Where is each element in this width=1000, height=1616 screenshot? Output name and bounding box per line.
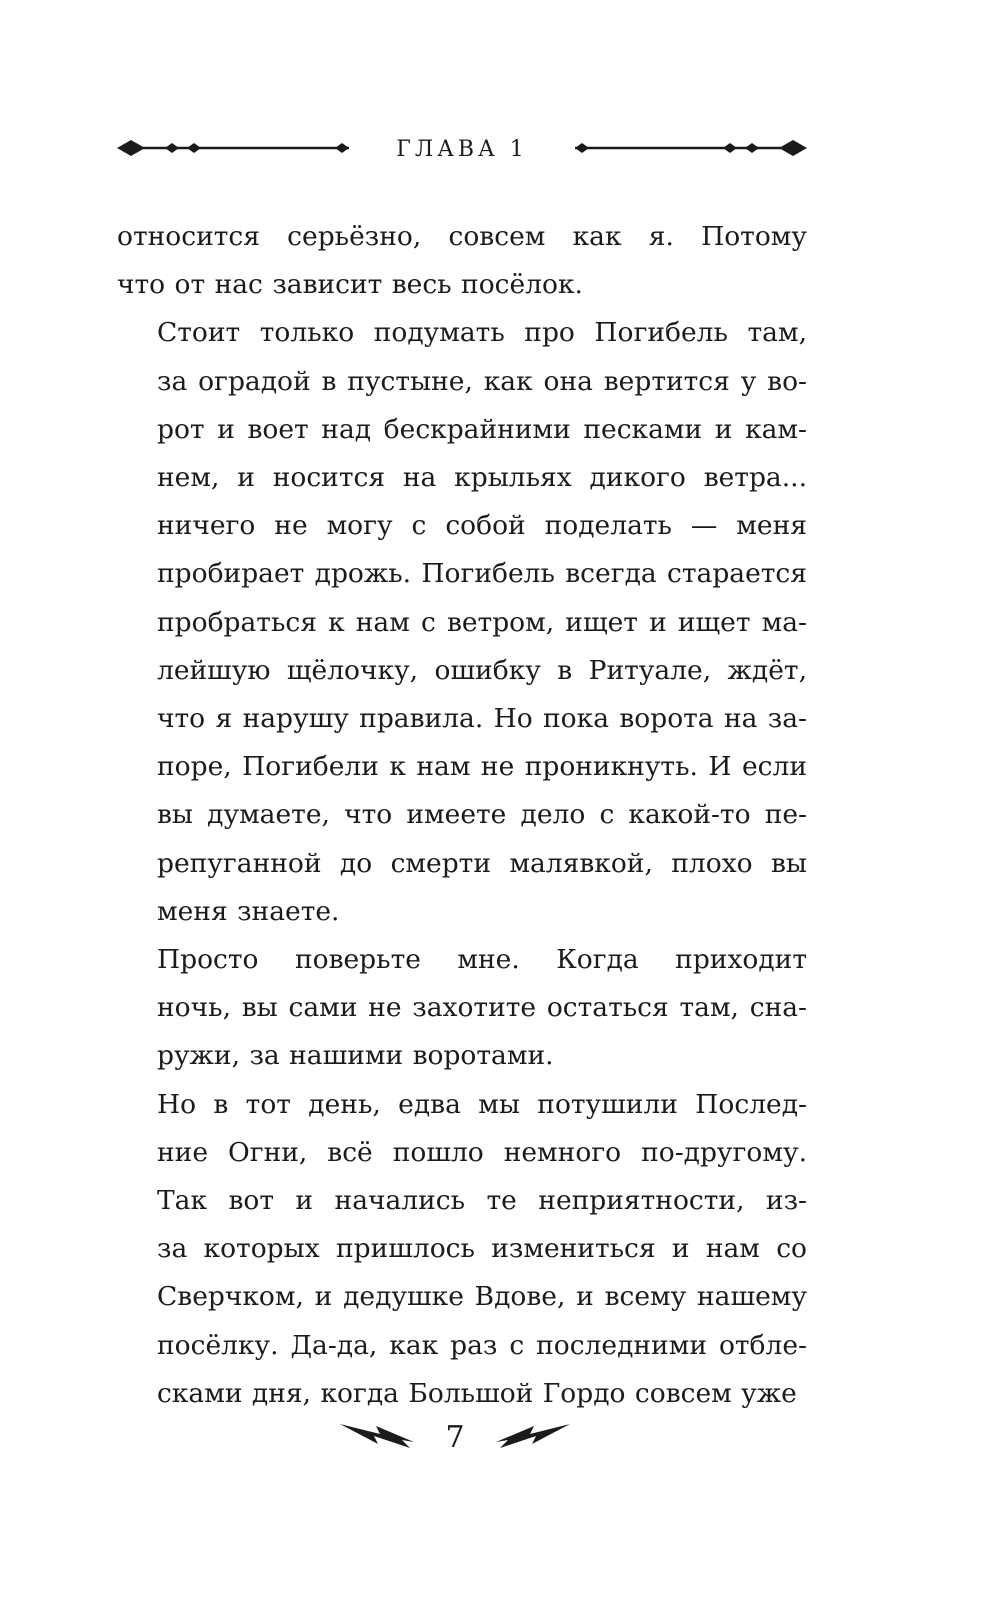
page-footer xyxy=(340,1410,570,1470)
text-line: репуганной до смерти малявкой, плохо вы xyxy=(157,847,807,879)
text-line: Так вот и начались те неприятности, из- xyxy=(157,1185,807,1217)
text-line: ночь, вы сами не захотите остаться там, сна- xyxy=(157,992,807,1024)
lightning-bolt-right-icon xyxy=(480,1410,570,1470)
text-line: поре, Погибели к нам не проникнуть. И если xyxy=(157,751,807,783)
text-line: Стоит только подумать про Погибель там, xyxy=(157,317,807,349)
text-line: сками дня, когда Большой Гордо совсем уже xyxy=(157,1377,797,1409)
text-line: рот и воет над бескрайними песками и кам- xyxy=(157,413,807,445)
text-line: пробраться к нам с ветром, ищет и ищет ма- xyxy=(157,606,807,638)
text-line: Сверчком, и дедушке Вдове, и всему нашему xyxy=(157,1281,807,1313)
text-line: Просто поверьте мне. Когда приходит xyxy=(157,944,807,976)
page-number: 7 xyxy=(445,1420,465,1455)
paragraph xyxy=(117,936,807,1081)
paragraph xyxy=(117,1081,807,1418)
text-line: что я нарушу правила. Но пока ворота на за- xyxy=(157,703,807,735)
text-line: лейшую щёлочку, ошибку в Ритуале, ждёт, xyxy=(157,654,807,686)
text-line: нем, и носится на крыльях дикого ветра... xyxy=(157,462,807,494)
text-line: ние Огни, всё пошло немного по-другому. xyxy=(157,1136,807,1168)
text-line: Но в тот день, едва мы потушили Послед- xyxy=(157,1088,807,1120)
text-line: что от нас зависит весь посёлок. xyxy=(117,269,583,301)
text-line: за оградой в пустыне, как она вертится у во- xyxy=(157,365,807,397)
text-line: ничего не могу с собой поделать — меня xyxy=(157,510,807,542)
body-text xyxy=(117,213,807,1418)
text-line: пробирает дрожь. Погибель всегда старается xyxy=(157,558,807,590)
text-line: относится серьёзно, совсем как я. Потому xyxy=(117,221,807,252)
text-line: за которых пришлось измениться и нам со xyxy=(157,1233,807,1265)
paragraph xyxy=(117,309,807,936)
paragraph xyxy=(117,213,807,309)
text-line: ружи, за нашими воротами. xyxy=(157,1040,554,1072)
text-line: вы думаете, что имеете дело с какой-то пе- xyxy=(157,799,807,831)
text-line: меня знаете. xyxy=(157,895,340,927)
text-line: посёлку. Да-да, как раз с последними отбле- xyxy=(157,1329,807,1361)
chapter-title: ГЛАВА 1 xyxy=(396,137,528,162)
chapter-header xyxy=(117,132,807,172)
ornament-right-icon xyxy=(547,132,807,172)
